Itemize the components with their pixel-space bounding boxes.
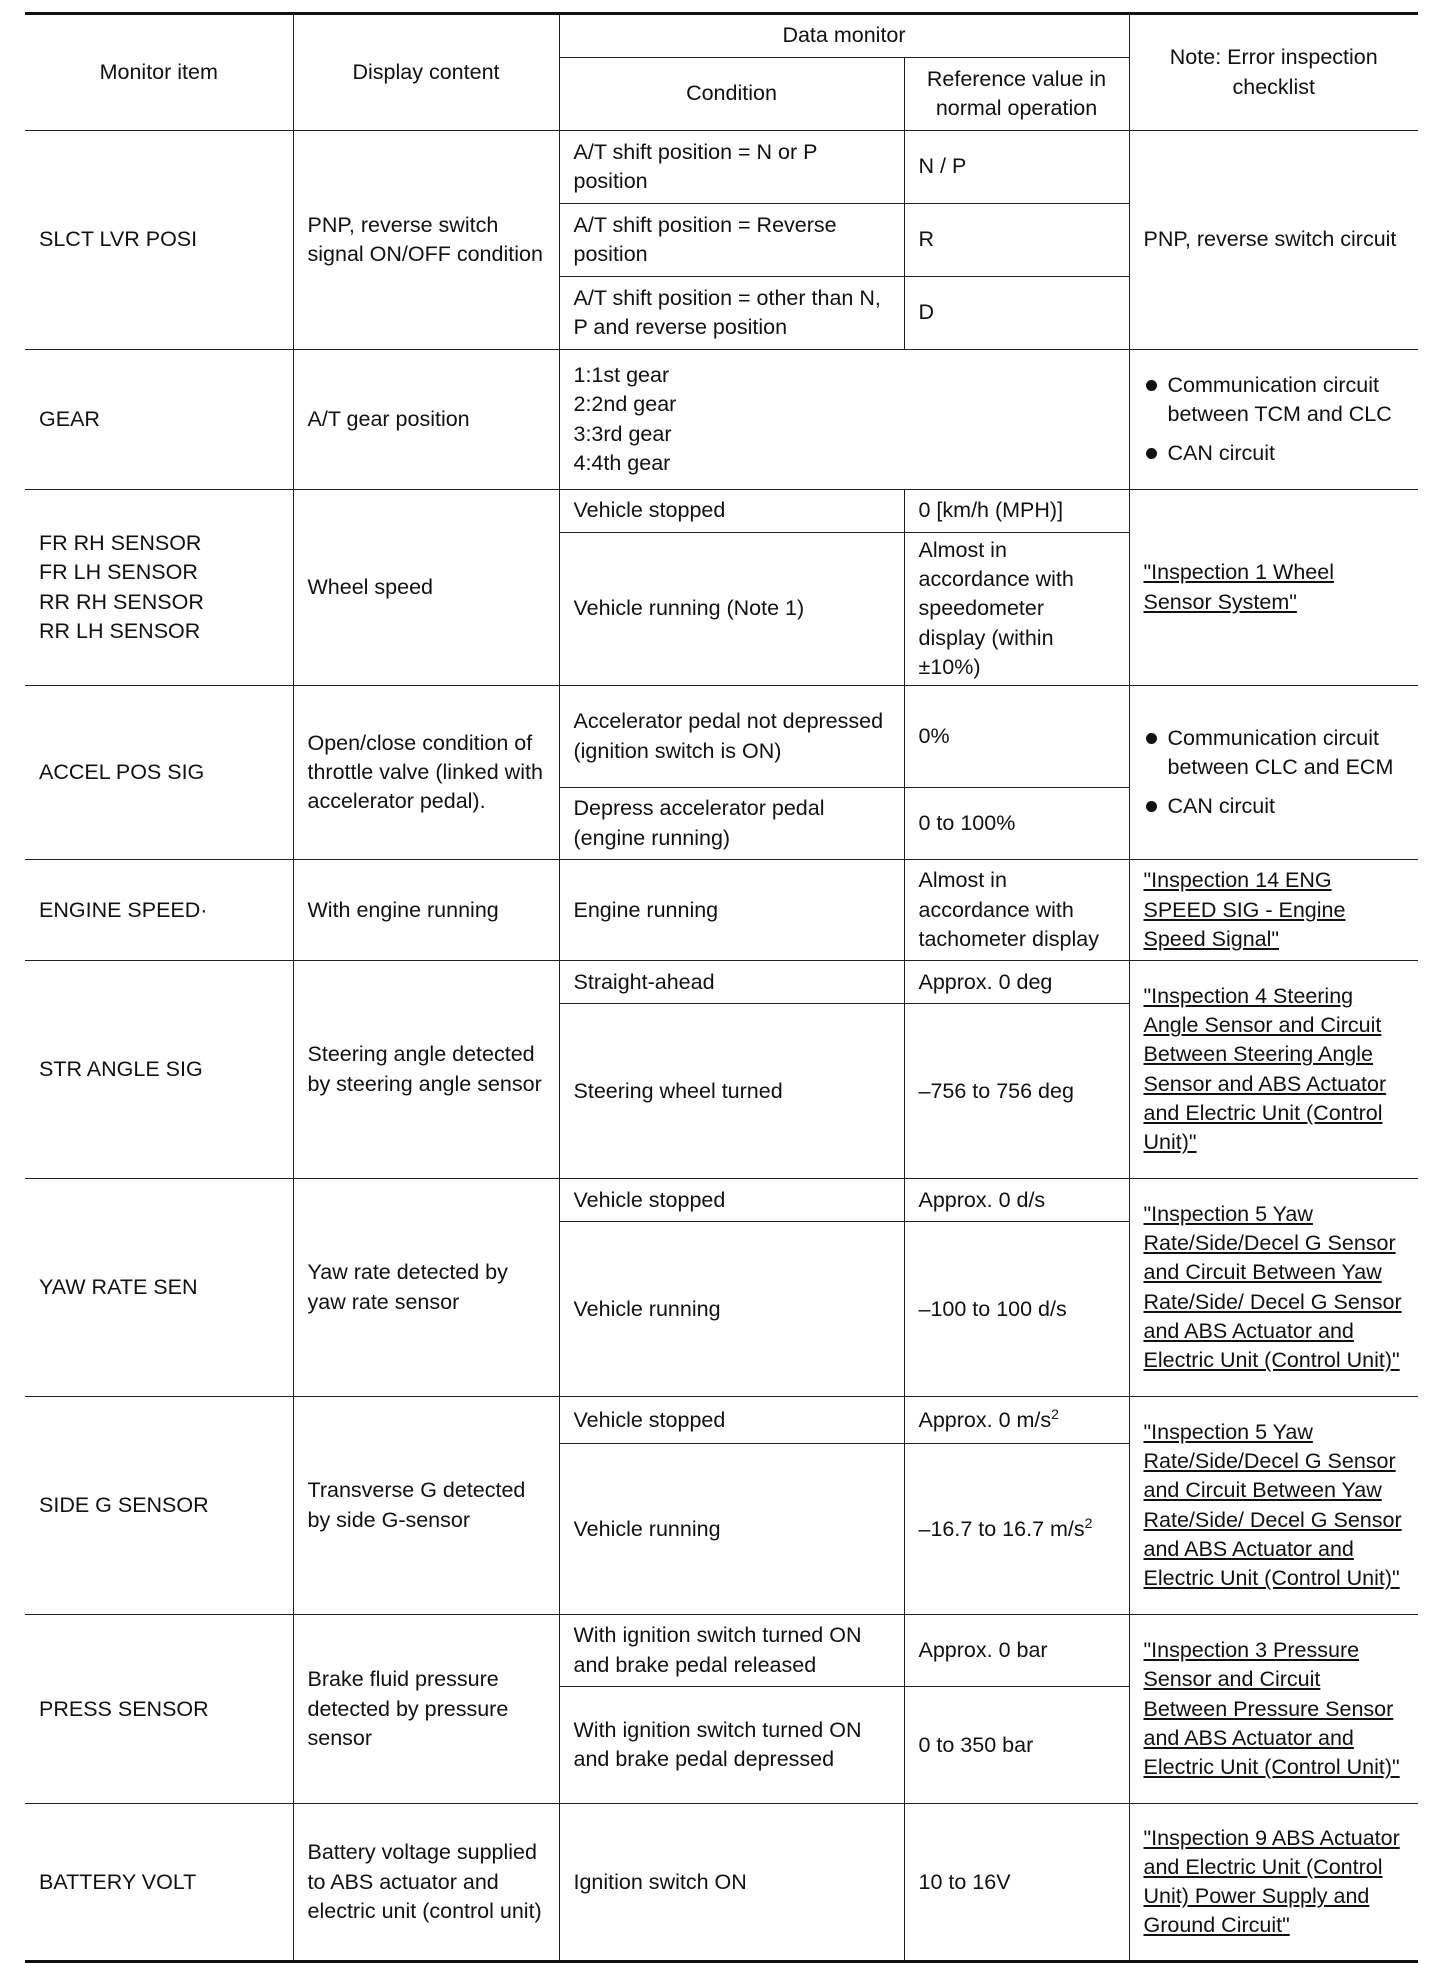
display-content: PNP, reverse switch signal ON/OFF condition bbox=[293, 131, 559, 350]
condition-cell: Vehicle stopped bbox=[559, 490, 904, 533]
note-cell bbox=[1129, 686, 1418, 860]
note-cell bbox=[1129, 860, 1418, 961]
display-content: Wheel speed bbox=[293, 490, 559, 686]
monitor-item: STR ANGLE SIG bbox=[25, 961, 293, 1179]
monitor-item: SIDE G SENSOR bbox=[25, 1397, 293, 1615]
gear-list bbox=[559, 350, 1129, 490]
inspection-link[interactable]: "Inspection 4 Steering Angle Sensor and Circuit Between Steering Angle Sensor and ABS Actuator and Electric Unit (Control Unit)" bbox=[1143, 983, 1387, 1155]
reference-value-cell: N / P bbox=[904, 131, 1129, 204]
header-monitor-item: Monitor item bbox=[25, 14, 293, 131]
monitor-item: YAW RATE SEN bbox=[25, 1179, 293, 1397]
monitor-item: FR LH SENSOR bbox=[39, 560, 198, 585]
table-row bbox=[25, 686, 1418, 788]
table-row bbox=[25, 131, 1418, 204]
condition-cell: A/T shift position = Reverse position bbox=[559, 204, 904, 277]
monitor-item: FR RH SENSOR bbox=[39, 531, 202, 556]
header-display-content: Display content bbox=[293, 14, 559, 131]
monitor-item-group bbox=[25, 490, 293, 686]
header-note: Note: Error inspection checklist bbox=[1129, 14, 1418, 131]
display-content: Brake fluid pressure detected by pressure sensor bbox=[293, 1615, 559, 1804]
reference-value-cell: 10 to 16V bbox=[904, 1804, 1129, 1962]
note-bullet: Communication circuit between TCM and CLC bbox=[1144, 371, 1405, 429]
header-condition: Condition bbox=[559, 58, 904, 131]
reference-value-cell: 0 to 100% bbox=[904, 788, 1129, 860]
table-row bbox=[25, 1179, 1418, 1222]
monitor-item: GEAR bbox=[25, 350, 293, 490]
condition-cell: With ignition switch turned ON and brake pedal depressed bbox=[559, 1687, 904, 1804]
header-reference-value: Reference value in normal operation bbox=[904, 58, 1129, 131]
monitor-item: RR RH SENSOR bbox=[39, 589, 204, 614]
condition-cell: Vehicle running bbox=[559, 1222, 904, 1397]
display-content: Transverse G detected by side G-sensor bbox=[293, 1397, 559, 1615]
reference-value-cell: D bbox=[904, 277, 1129, 350]
display-content: Yaw rate detected by yaw rate sensor bbox=[293, 1179, 559, 1397]
condition-cell: Vehicle running (Note 1) bbox=[559, 533, 904, 686]
gear-item: 4:4th gear bbox=[573, 450, 671, 475]
note-bullet-list bbox=[1144, 724, 1405, 822]
note-cell: PNP, reverse switch circuit bbox=[1129, 131, 1418, 350]
condition-cell: Accelerator pedal not depressed (ignition switch is ON) bbox=[559, 686, 904, 788]
inspection-link[interactable]: "Inspection 5 Yaw Rate/Side/Decel G Sensor and Circuit Between Yaw Rate/Side/ Decel G Sensor and ABS Actuator and Electric Unit (Control Unit)" bbox=[1143, 1201, 1402, 1373]
inspection-link[interactable]: "Inspection 1 Wheel Sensor System" bbox=[1143, 560, 1334, 614]
condition-cell: A/T shift position = N or P position bbox=[559, 131, 904, 204]
display-content: With engine running bbox=[293, 860, 559, 961]
gear-item: 1:1st gear bbox=[573, 363, 670, 388]
condition-cell: Depress accelerator pedal (engine running) bbox=[559, 788, 904, 860]
exponent: 2 bbox=[1084, 1514, 1093, 1531]
reference-value-cell bbox=[904, 1397, 1129, 1444]
condition-cell: With ignition switch turned ON and brake pedal released bbox=[559, 1615, 904, 1687]
reference-value-cell bbox=[904, 1444, 1129, 1615]
note-cell bbox=[1129, 350, 1418, 490]
note-cell bbox=[1129, 1397, 1418, 1615]
condition-cell: Engine running bbox=[559, 860, 904, 961]
reference-value-cell: –756 to 756 deg bbox=[904, 1004, 1129, 1179]
display-content: A/T gear position bbox=[293, 350, 559, 490]
monitor-item: SLCT LVR POSI bbox=[25, 131, 293, 350]
reference-value-cell: Approx. 0 deg bbox=[904, 961, 1129, 1004]
note-cell bbox=[1129, 1179, 1418, 1397]
reference-value-text: –16.7 to 16.7 m/s bbox=[918, 1516, 1085, 1541]
display-content: Steering angle detected by steering angle sensor bbox=[293, 961, 559, 1179]
reference-value-cell: Approx. 0 bar bbox=[904, 1615, 1129, 1687]
table-row bbox=[25, 1397, 1418, 1444]
condition-cell: Vehicle stopped bbox=[559, 1179, 904, 1222]
note-bullet: CAN circuit bbox=[1144, 792, 1405, 821]
monitor-item: PRESS SENSOR bbox=[25, 1615, 293, 1804]
note-cell bbox=[1129, 1615, 1418, 1804]
table-row bbox=[25, 490, 1418, 533]
inspection-link[interactable]: "Inspection 3 Pressure Sensor and Circuit Between Pressure Sensor and ABS Actuator and Electric Unit (Control Unit)" bbox=[1143, 1638, 1400, 1780]
monitor-item: RR LH SENSOR bbox=[39, 618, 201, 643]
condition-cell: Vehicle stopped bbox=[559, 1397, 904, 1444]
table-row bbox=[25, 1615, 1418, 1687]
table-row bbox=[25, 1804, 1418, 1962]
table-row bbox=[25, 350, 1418, 490]
condition-cell: Steering wheel turned bbox=[559, 1004, 904, 1179]
condition-cell: Vehicle running bbox=[559, 1444, 904, 1615]
condition-cell: Straight-ahead bbox=[559, 961, 904, 1004]
condition-cell: A/T shift position = other than N, P and reverse position bbox=[559, 277, 904, 350]
reference-value-cell: R bbox=[904, 204, 1129, 277]
inspection-link[interactable]: "Inspection 5 Yaw Rate/Side/Decel G Sensor and Circuit Between Yaw Rate/Side/ Decel G Sensor and ABS Actuator and Electric Unit (Control Unit)" bbox=[1143, 1419, 1402, 1591]
reference-value-text: Approx. 0 m/s bbox=[918, 1407, 1052, 1432]
reference-value-cell: 0 to 350 bar bbox=[904, 1687, 1129, 1804]
table-row bbox=[25, 961, 1418, 1004]
display-content: Open/close condition of throttle valve (linked with accelerator pedal). bbox=[293, 686, 559, 860]
monitor-item: BATTERY VOLT bbox=[25, 1804, 293, 1962]
reference-value-cell: Almost in accordance with tachometer display bbox=[904, 860, 1129, 961]
inspection-link[interactable]: "Inspection 14 ENG SPEED SIG - Engine Speed Signal" bbox=[1143, 868, 1346, 951]
note-bullet-list bbox=[1144, 371, 1405, 469]
note-bullet: Communication circuit between CLC and ECM bbox=[1144, 724, 1405, 782]
table-row bbox=[25, 860, 1418, 961]
reference-value-cell: Approx. 0 d/s bbox=[904, 1179, 1129, 1222]
display-content: Battery voltage supplied to ABS actuator and electric unit (control unit) bbox=[293, 1804, 559, 1962]
monitor-item: ACCEL POS SIG bbox=[25, 686, 293, 860]
gear-item: 3:3rd gear bbox=[573, 421, 672, 446]
reference-value-cell: 0 [km/h (MPH)] bbox=[904, 490, 1129, 533]
condition-cell: Ignition switch ON bbox=[559, 1804, 904, 1962]
note-bullet: CAN circuit bbox=[1144, 439, 1405, 468]
note-cell bbox=[1129, 1804, 1418, 1962]
reference-value-cell: 0% bbox=[904, 686, 1129, 788]
inspection-link[interactable]: "Inspection 9 ABS Actuator and Electric Unit (Control Unit) Power Supply and Ground Circuit" bbox=[1143, 1825, 1400, 1938]
reference-value-cell: –100 to 100 d/s bbox=[904, 1222, 1129, 1397]
note-cell bbox=[1129, 961, 1418, 1179]
note-cell bbox=[1129, 490, 1418, 686]
header-data-monitor: Data monitor bbox=[559, 14, 1129, 58]
data-monitor-table bbox=[25, 12, 1418, 1963]
reference-value-cell: Almost in accordance with speedometer display (within ±10%) bbox=[904, 533, 1129, 686]
monitor-item: ENGINE SPEED· bbox=[25, 860, 293, 961]
gear-item: 2:2nd gear bbox=[573, 392, 677, 417]
exponent: 2 bbox=[1051, 1405, 1059, 1422]
